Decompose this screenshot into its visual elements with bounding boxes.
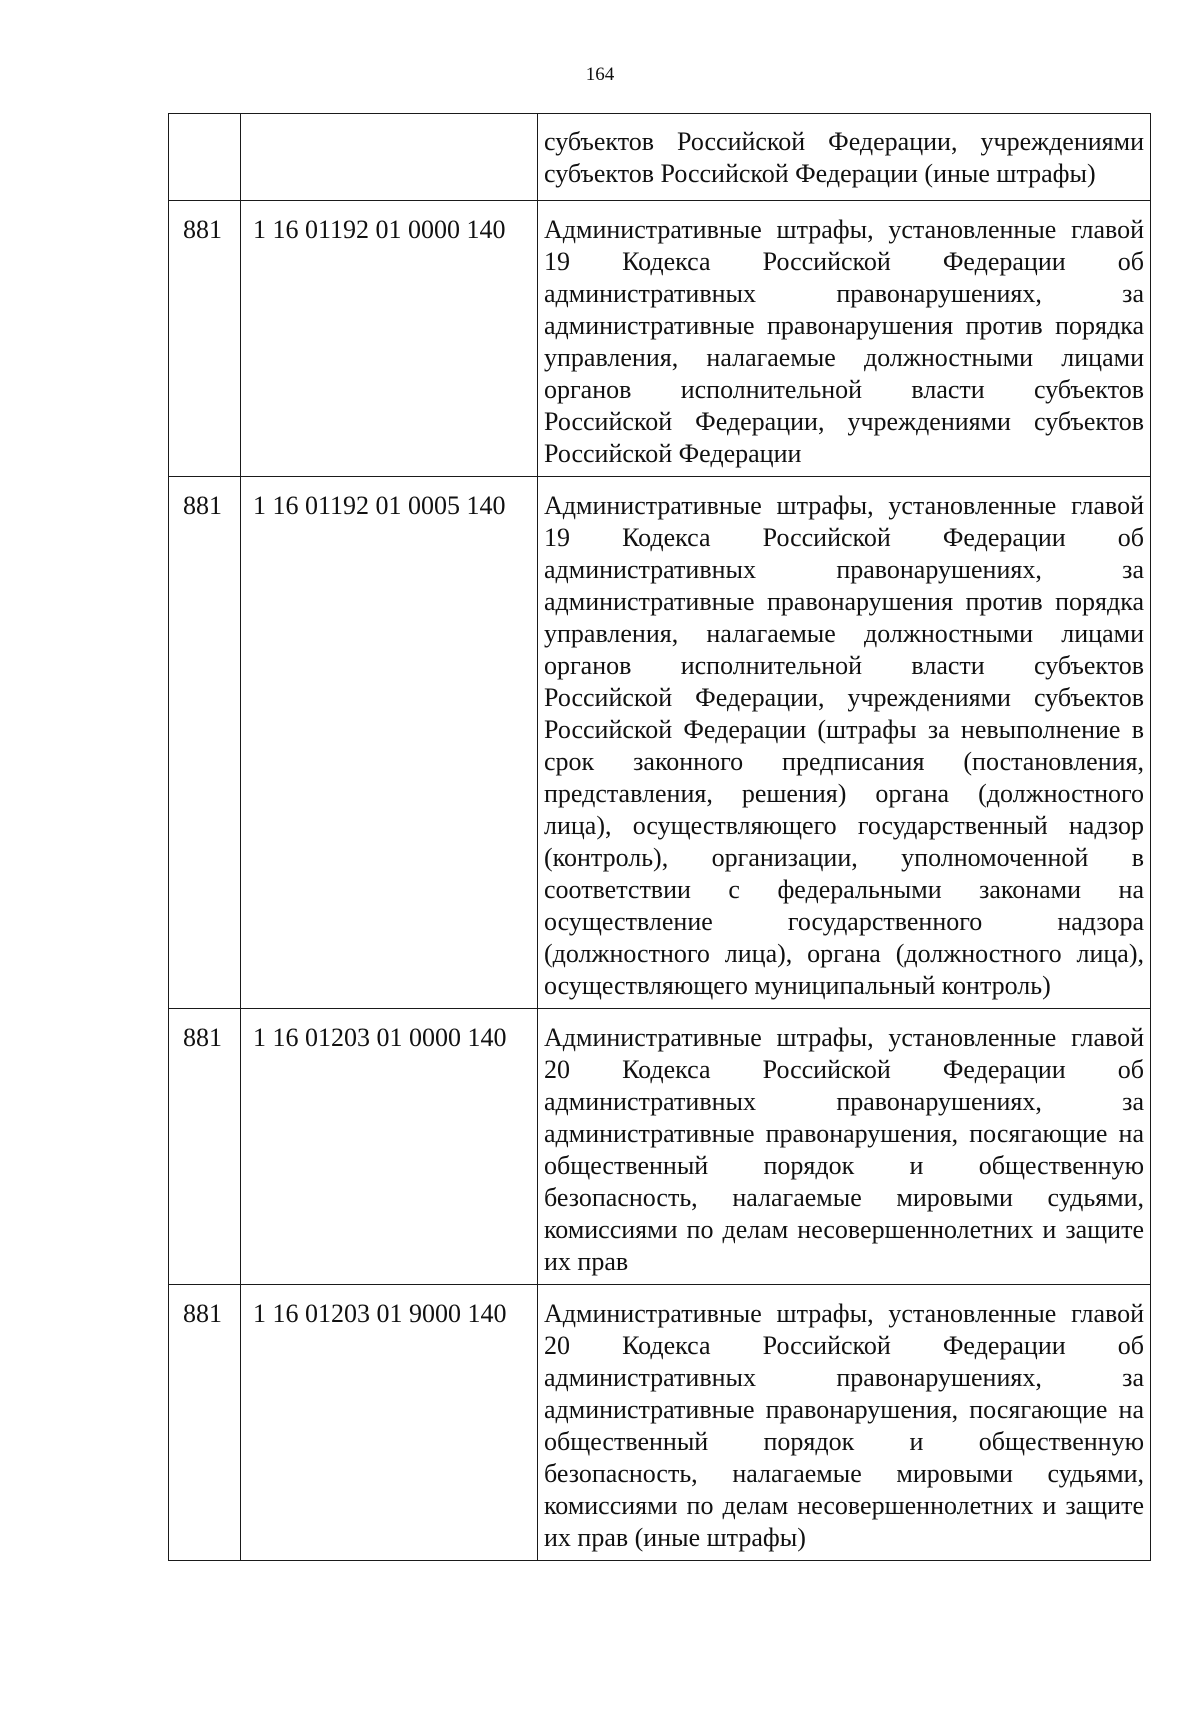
- budget-code-cell: 1 16 01203 01 9000 140: [241, 1285, 538, 1561]
- income-name-text: Административные штрафы, установленные главой 20 Кодекса Российской Федерации об административных правонарушениях, за административные правонарушения, посягающие на общественный порядок и общественную безопасность, налагаемые мировыми судьями, комиссиями по делам несовершеннолетних и защите их прав: [544, 1023, 1144, 1276]
- budget-codes-table: [168, 113, 1151, 1561]
- admin-code-cell: 881: [169, 201, 241, 477]
- income-name-cell: [538, 1285, 1151, 1561]
- table-row: [169, 1009, 1151, 1285]
- income-name-cell: [538, 201, 1151, 477]
- admin-code-cell: 881: [169, 1285, 241, 1561]
- income-name-cell: [538, 114, 1151, 201]
- page-number: 164: [585, 64, 615, 85]
- table-row: [169, 1285, 1151, 1561]
- budget-code-cell: [241, 114, 538, 201]
- income-name-cell: [538, 477, 1151, 1009]
- income-name-text: Административные штрафы, установленные главой 19 Кодекса Российской Федерации об административных правонарушениях, за административные правонарушения против порядка управления, налагаемые должностными лицами органов исполнительной власти субъектов Российской Федерации, учреждениями субъектов Российской Федерации: [544, 215, 1144, 468]
- admin-code-cell: 881: [169, 477, 241, 1009]
- income-name-text: Административные штрафы, установленные главой 20 Кодекса Российской Федерации об административных правонарушениях, за административные правонарушения, посягающие на общественный порядок и общественную безопасность, налагаемые мировыми судьями, комиссиями по делам несовершеннолетних и защите их прав (иные штрафы): [544, 1299, 1144, 1552]
- table-row: [169, 114, 1151, 201]
- admin-code-cell: 881: [169, 1009, 241, 1285]
- budget-code-cell: 1 16 01203 01 0000 140: [241, 1009, 538, 1285]
- admin-code-cell: [169, 114, 241, 201]
- income-name-cell: [538, 1009, 1151, 1285]
- table-row: [169, 477, 1151, 1009]
- budget-code-cell: 1 16 01192 01 0000 140: [241, 201, 538, 477]
- income-name-text: Административные штрафы, установленные главой 19 Кодекса Российской Федерации об административных правонарушениях, за административные правонарушения против порядка управления, налагаемые должностными лицами органов исполнительной власти субъектов Российской Федерации, учреждениями субъектов Российской Федерации (штрафы за невыполнение в срок законного предписания (постановления, представления, решения) органа (должностного лица), осуществляющего государственный надзор (контроль), организации, уполномоченной в соответствии с федеральными законами на осуществление государственного надзора (должностного лица), органа (должностного лица), осуществляющего муниципальный контроль): [544, 491, 1144, 1000]
- budget-code-cell: 1 16 01192 01 0005 140: [241, 477, 538, 1009]
- income-name-text: субъектов Российской Федерации, учреждениями субъектов Российской Федерации (иные штрафы): [544, 127, 1144, 188]
- table-row: [169, 201, 1151, 477]
